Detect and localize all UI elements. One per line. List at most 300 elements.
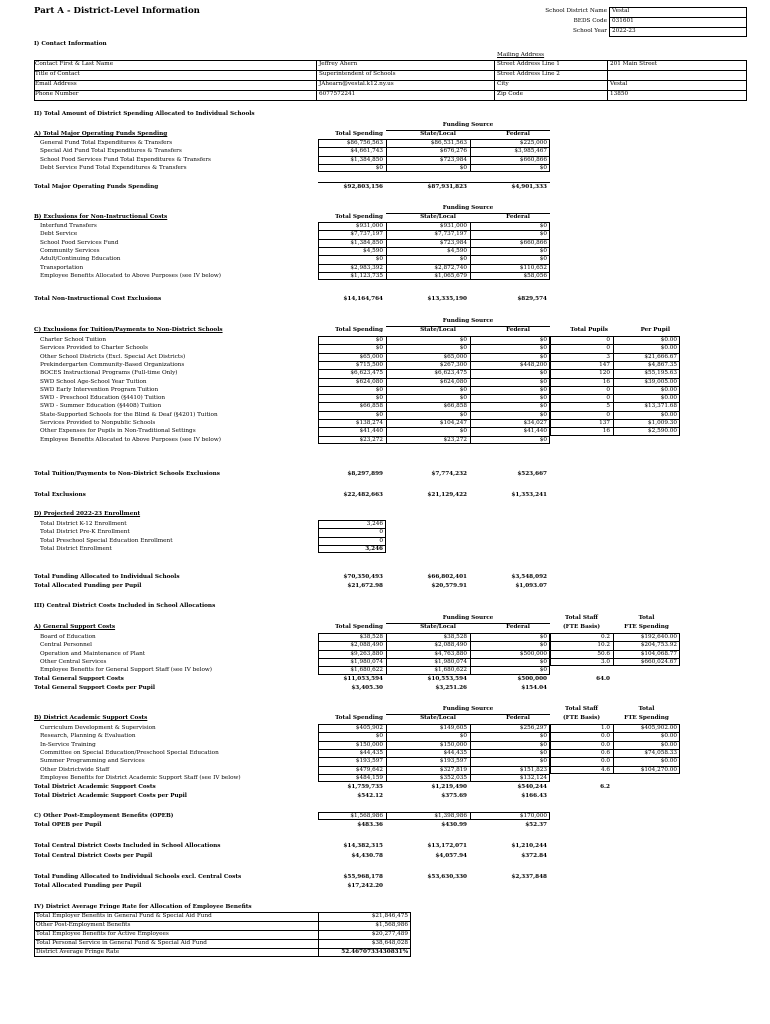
mailing-label: City xyxy=(497,81,509,87)
row-label: Services Provided to Charter Schools xyxy=(40,345,148,352)
row-label: Other Expenses for Pupils in Non-Traditional Settings xyxy=(40,428,196,435)
amount: 0 xyxy=(606,411,610,418)
amount: $2,590.00 xyxy=(648,428,677,435)
total-label: Total Central District Costs per Pupil xyxy=(34,853,153,859)
amount: $1,353,241 xyxy=(511,492,547,498)
amount: $1,123,735 xyxy=(350,272,383,279)
amount: $0 xyxy=(375,256,383,263)
amount: $7,737,197 xyxy=(434,231,467,238)
amount: $0 xyxy=(539,642,547,649)
amount: $0 xyxy=(459,256,467,263)
amount: $104,247 xyxy=(439,420,467,426)
funding-source-label: Funding Source xyxy=(442,615,494,621)
amount: 0.6 xyxy=(600,749,610,756)
col-per-pupil: Per Pupil xyxy=(640,327,670,333)
amount: $204,753.92 xyxy=(640,642,677,649)
total-label: Total District Academic Support Costs per Pupil xyxy=(34,793,187,799)
amount: $0 xyxy=(539,345,547,352)
amount: $21,672.98 xyxy=(347,583,383,589)
contact-value: JAhearn@vestal.k12.ny.us xyxy=(319,81,394,87)
fringe-label: District Average Fringe Rate xyxy=(36,949,120,955)
amount: $405,902 xyxy=(355,725,383,731)
row-label: Other School Districts (Excl. Special Act Districts) xyxy=(40,353,186,360)
rule-line xyxy=(494,60,495,101)
amount: $0 xyxy=(459,164,467,171)
fringe-label: Other Post-Employment Benefits xyxy=(36,922,131,928)
row-label: Charter School Tuition xyxy=(40,337,106,343)
amount: $4,590 xyxy=(447,247,467,254)
amount: $500,000 xyxy=(519,650,547,657)
amount: $86,531,563 xyxy=(430,140,467,146)
amount: $660,866 xyxy=(519,239,547,246)
amount: $479,642 xyxy=(355,766,383,773)
amount: $0.00 xyxy=(660,337,677,343)
amount: $0 xyxy=(375,395,383,402)
amount: $624,080 xyxy=(355,378,383,385)
total-label: Total District Academic Support Costs xyxy=(34,784,156,790)
row-label: School Food Services Fund Total Expenditures & Transfers xyxy=(40,156,211,163)
amount: $0 xyxy=(539,658,547,665)
row-label: Debt Service xyxy=(40,231,78,238)
amount: $13,371.68 xyxy=(644,403,677,410)
amount: $523,667 xyxy=(517,471,547,477)
row-label: Operation and Maintenance of Plant xyxy=(40,650,146,657)
district-name-label: School District Name xyxy=(545,8,607,14)
amount: $0 xyxy=(539,395,547,402)
page-title: Part A - District-Level Information xyxy=(34,6,200,16)
row-label: School Food Services Fund xyxy=(40,239,119,246)
rule-line xyxy=(316,60,317,101)
col-federal: Federal xyxy=(506,624,530,630)
amount: $17,242.20 xyxy=(347,883,383,889)
amount: $23,272 xyxy=(359,436,383,443)
section-ii-heading: II) Total Amount of District Spending Allocated to Individual Schools xyxy=(34,111,255,117)
amount: $3,985,467 xyxy=(514,148,547,155)
row-label: Central Personnel xyxy=(40,642,92,649)
amount: $22,482,663 xyxy=(343,492,383,498)
amount: 0 xyxy=(606,386,610,393)
funding-source-label: Funding Source xyxy=(442,706,494,712)
amount: $4,901,333 xyxy=(511,184,547,190)
amount: 10.2 xyxy=(597,642,610,649)
amount: $1,980,074 xyxy=(350,658,383,665)
fringe-value: 52.4670733430831% xyxy=(341,949,408,955)
col-state-local: State/Local xyxy=(420,715,456,721)
amount: $0.00 xyxy=(660,345,677,352)
amount: $0.00 xyxy=(660,741,677,748)
rule-line xyxy=(607,60,608,101)
amount: $4,590 xyxy=(363,247,383,254)
amount: $74,058.33 xyxy=(644,749,677,756)
amount: $0 xyxy=(459,428,467,435)
amount: $70,350,493 xyxy=(343,574,383,580)
amount: $0 xyxy=(375,733,383,740)
amount: $448,200 xyxy=(519,361,547,368)
amount: $150,000 xyxy=(439,741,467,748)
amount: $0 xyxy=(539,378,547,385)
col-total-spending: Total Spending xyxy=(335,214,383,220)
amount: $1,219,490 xyxy=(431,784,467,790)
mailing-label: Zip Code xyxy=(497,91,524,97)
amount: $0 xyxy=(375,345,383,352)
amount: 3.0 xyxy=(600,658,610,665)
amount: $267,300 xyxy=(439,361,467,368)
amount: 147 xyxy=(599,361,610,368)
row-label: SWD - Summer Education (§4408) Tuition xyxy=(40,403,162,410)
amount: $1,680,622 xyxy=(350,667,383,674)
amount: $6,623,475 xyxy=(434,370,467,377)
amount: $0 xyxy=(459,337,467,343)
amount: $0 xyxy=(539,733,547,740)
amount: $3,548,092 xyxy=(511,574,547,580)
section-heading: B) District Academic Support Costs xyxy=(34,715,148,721)
amount: $151,823 xyxy=(519,766,547,773)
amount: $44,435 xyxy=(443,749,467,756)
col-total-staff: Total Staff xyxy=(565,706,598,712)
mailing-value: Vestal xyxy=(610,81,628,87)
amount: $65,000 xyxy=(359,353,383,360)
amount: $542.12 xyxy=(357,793,383,799)
mailing-label: Street Address Line 2 xyxy=(497,71,560,77)
amount: $2,983,392 xyxy=(350,264,383,271)
amount: $0 xyxy=(375,386,383,393)
col-total-pupils: Total Pupils xyxy=(570,327,608,333)
fringe-value: $1,568,986 xyxy=(375,922,408,928)
row-label: Interfund Transfers xyxy=(40,223,97,229)
enrollment-label: Total Preschool Special Education Enrollment xyxy=(40,537,173,544)
rule-line xyxy=(34,90,747,91)
amount: 16 xyxy=(602,428,610,435)
amount: $0 xyxy=(539,256,547,263)
funding-source-label: Funding Source xyxy=(442,318,494,324)
amount: $0 xyxy=(539,758,547,765)
amount: $0 xyxy=(539,634,547,640)
amount: $23,272 xyxy=(443,436,467,443)
contact-heading: I) Contact Information xyxy=(34,41,107,47)
row-label: Research, Planning & Evaluation xyxy=(40,733,136,740)
amount: $9,263,880 xyxy=(350,650,383,657)
amount: $327,819 xyxy=(439,766,467,773)
amount: 64.0 xyxy=(596,676,610,682)
amount: $352,035 xyxy=(439,774,467,781)
amount: 0.2 xyxy=(600,634,610,640)
total-label: Total Funding Allocated to Individual Schools excl. Central Costs xyxy=(34,874,242,880)
enrollment-value: 0 xyxy=(379,537,383,544)
amount: $86,756,563 xyxy=(346,140,383,146)
row-label: Special Aid Fund Total Expenditures & Transfers xyxy=(40,148,182,155)
district-beds-label: BEDS Code xyxy=(573,18,607,24)
amount: $660,866 xyxy=(519,156,547,163)
enrollment-label: Total District K-12 Enrollment xyxy=(40,521,127,527)
amount: $430.99 xyxy=(441,822,467,828)
enrollment-label: Total District Enrollment xyxy=(40,545,112,552)
section-b-heading: B) Exclusions for Non-Instructional Costs xyxy=(34,214,168,220)
col-federal: Federal xyxy=(506,214,530,220)
amount: $21,129,422 xyxy=(427,492,467,498)
amount: $225,000 xyxy=(519,140,547,146)
row-label: Debt Service Fund Total Expenditures & Transfers xyxy=(40,164,187,171)
amount: $0.00 xyxy=(660,411,677,418)
rule-line xyxy=(318,912,319,957)
amount: $1,568,986 xyxy=(350,813,383,819)
col-fte-basis: (FTE Basis) xyxy=(562,715,601,721)
col-total-spending: Total Spending xyxy=(335,715,383,721)
amount: 6.2 xyxy=(600,784,610,790)
amount: $483.36 xyxy=(357,822,383,828)
row-label: Employee Benefits Allocated to Above Purposes (see IV below) xyxy=(40,436,221,443)
row-label: Employee Benefits for General Support Staff (see IV below) xyxy=(40,667,212,674)
row-label: Employee Benefits Allocated to Above Purposes (see IV below) xyxy=(40,272,221,279)
amount: $540,244 xyxy=(517,784,547,790)
total-label: Total OPEB per Pupil xyxy=(34,822,102,828)
amount: $21,666.67 xyxy=(644,353,677,360)
amount: 137 xyxy=(599,420,610,426)
total-label: Total General Support Costs xyxy=(34,676,124,682)
contact-value: Superintendent of Schools xyxy=(319,71,396,77)
row-label: General Fund Total Expenditures & Transfers xyxy=(40,140,173,146)
contact-label: Phone Number xyxy=(35,91,79,97)
amount: $14,164,764 xyxy=(343,296,383,302)
col-fte-spending: FTE Spending xyxy=(624,624,669,630)
amount: $192,640.00 xyxy=(640,634,677,640)
amount: $44,435 xyxy=(359,749,383,756)
col-total-spending: Total Spending xyxy=(335,327,383,333)
amount: $193,597 xyxy=(355,758,383,765)
amount: $0 xyxy=(539,436,547,443)
amount: $55,195.63 xyxy=(644,370,677,377)
amount: $2,872,740 xyxy=(434,264,467,271)
fringe-label: Total Employer Benefits in General Fund & Special Aid Fund xyxy=(36,913,212,919)
amount: $38,528 xyxy=(359,634,383,640)
amount: $0 xyxy=(539,411,547,418)
amount: $6,623,475 xyxy=(350,370,383,377)
mailing-label: Street Address Line 1 xyxy=(497,61,560,67)
fringe-value: $20,277,489 xyxy=(371,931,408,937)
amount: $104,068.77 xyxy=(640,650,677,657)
rule-line xyxy=(609,7,610,37)
amount: $138,274 xyxy=(355,420,383,426)
amount: $38,528 xyxy=(443,634,467,640)
amount: 16 xyxy=(602,378,610,385)
total-label: Total Central District Costs Included in School Allocations xyxy=(34,843,221,849)
col-state-local: State/Local xyxy=(420,624,456,630)
amount: $1,384,850 xyxy=(350,156,383,163)
fringe-value: $38,648,028 xyxy=(371,940,408,946)
amount: $3,251.26 xyxy=(435,685,467,691)
enrollment-value: 3,246 xyxy=(365,545,383,552)
amount: $0 xyxy=(539,353,547,360)
amount: $0 xyxy=(539,370,547,377)
contact-label: Title of Contact xyxy=(35,71,80,77)
row-label: State-Supported Schools for the Blind & Deaf (§4201) Tuition xyxy=(40,411,218,418)
section-c-heading: C) Exclusions for Tuition/Payments to Non-District Schools xyxy=(34,327,223,333)
amount: $7,737,197 xyxy=(350,231,383,238)
col-total-spending: Total Spending xyxy=(335,131,383,137)
col-total-staff: Total Staff xyxy=(565,615,598,621)
col-state-local: State/Local xyxy=(420,131,456,137)
total-exclusions-label: Total Exclusions xyxy=(34,492,86,498)
section-iv-heading: IV) District Average Fringe Rate for Allocation of Employee Benefits xyxy=(34,904,252,910)
amount: $0 xyxy=(459,733,467,740)
col-federal: Federal xyxy=(506,715,530,721)
col-fte-basis: (FTE Basis) xyxy=(562,624,601,630)
amount: $55,968,178 xyxy=(343,874,383,880)
amount: $715,500 xyxy=(355,361,383,368)
amount: $0.00 xyxy=(660,733,677,740)
row-label: SWD - Preschool Education (§4410) Tuition xyxy=(40,395,166,402)
section-a-heading: A) Total Major Operating Funds Spending xyxy=(34,131,168,137)
amount: $2,088,490 xyxy=(434,642,467,649)
row-label: Other Districtwide Staff xyxy=(40,766,110,773)
row-label: BOCES Instructional Programs (Full-time Only) xyxy=(40,370,178,377)
amount: $13,335,190 xyxy=(427,296,467,302)
amount: $1,384,850 xyxy=(350,239,383,246)
mailing-value: 201 Main Street xyxy=(610,61,658,67)
amount: $624,080 xyxy=(439,378,467,385)
amount: $660,024.67 xyxy=(640,658,677,665)
row-label: SWD Early Intervention Program Tuition xyxy=(40,386,159,393)
mailing-address-label: Mailing Address xyxy=(497,52,545,58)
col-total-fte: Total xyxy=(638,615,655,621)
amount: $0 xyxy=(539,667,547,674)
section-heading: A) General Support Costs xyxy=(34,624,116,630)
row-label: Summer Programming and Services xyxy=(40,758,145,765)
contact-value: Jeffrey Ahern xyxy=(319,61,358,67)
amount: $4,763,880 xyxy=(434,650,467,657)
amount: $0 xyxy=(459,411,467,418)
funding-source-label: Funding Source xyxy=(442,205,494,211)
amount: $829,574 xyxy=(517,296,547,302)
amount: $4,661,743 xyxy=(350,148,383,155)
amount: $0.00 xyxy=(660,386,677,393)
amount: $0 xyxy=(375,164,383,171)
amount: $1,210,244 xyxy=(511,843,547,849)
amount: $7,774,232 xyxy=(431,471,467,477)
amount: $193,597 xyxy=(439,758,467,765)
fringe-label: Total Employee Benefits for Active Employees xyxy=(36,931,169,937)
amount: $66,858 xyxy=(359,403,383,410)
amount: $150,000 xyxy=(355,741,383,748)
district-beds-value: 031601 xyxy=(612,18,634,24)
amount: $0 xyxy=(539,741,547,748)
col-federal: Federal xyxy=(506,131,530,137)
amount: $676,276 xyxy=(439,148,467,155)
amount: $1,680,622 xyxy=(434,667,467,674)
amount: $66,802,401 xyxy=(427,574,467,580)
amount: $132,124 xyxy=(519,774,547,781)
amount: $0 xyxy=(459,345,467,352)
amount: $11,053,594 xyxy=(343,676,383,682)
amount: $20,579.91 xyxy=(431,583,467,589)
amount: $0.00 xyxy=(660,758,677,765)
fringe-label: Total Personal Service in General Fund & Special Aid Fund xyxy=(36,940,207,946)
amount: $1,759,735 xyxy=(347,784,383,790)
amount: $166.43 xyxy=(521,793,547,799)
amount: $154.04 xyxy=(521,685,547,691)
total-label: Total Major Operating Funds Spending xyxy=(34,184,159,190)
amount: $2,088,490 xyxy=(350,642,383,649)
amount: $66,858 xyxy=(443,403,467,410)
amount: 120 xyxy=(599,370,610,377)
enrollment-value: 0 xyxy=(379,529,383,536)
row-label: Other Central Services xyxy=(40,658,107,665)
row-label: Curriculum Development & Supervision xyxy=(40,725,156,731)
amount: $13,172,071 xyxy=(427,843,467,849)
amount: $0 xyxy=(375,411,383,418)
amount: $931,000 xyxy=(439,223,467,229)
amount: $256,297 xyxy=(519,725,547,731)
row-label: Board of Education xyxy=(40,634,96,640)
amount: 0 xyxy=(606,395,610,402)
amount: $723,984 xyxy=(439,156,467,163)
contact-label: Email Address xyxy=(35,81,77,87)
amount: $2,337,848 xyxy=(511,874,547,880)
amount: $92,803,156 xyxy=(343,184,383,190)
amount: $0 xyxy=(539,749,547,756)
row-label: Committee on Special Education/Preschool Special Education xyxy=(40,749,219,756)
amount: $0 xyxy=(539,337,547,343)
amount: $170,000 xyxy=(519,813,547,819)
total-label: Total General Support Costs per Pupil xyxy=(34,685,156,691)
amount: $4,057.94 xyxy=(435,853,467,859)
amount: $39,005.00 xyxy=(644,378,677,385)
amount: $723,984 xyxy=(439,239,467,246)
mailing-value: 13850 xyxy=(610,91,629,97)
total-label: Total Funding Allocated to Individual Schools xyxy=(34,574,180,580)
amount: $0.00 xyxy=(660,395,677,402)
district-year-label: School Year xyxy=(573,28,607,34)
col-state-local: State/Local xyxy=(420,327,456,333)
row-label: SWD School Age-School Year Tuition xyxy=(40,378,147,385)
amount: $149,605 xyxy=(439,725,467,731)
amount: $8,297,899 xyxy=(347,471,383,477)
amount: $4,867.35 xyxy=(648,361,677,368)
contact-value: 6077572241 xyxy=(319,91,356,97)
amount: $3,405.30 xyxy=(351,685,383,691)
row-label: Community Services xyxy=(40,247,100,254)
col-federal: Federal xyxy=(506,327,530,333)
row-label: Transportation xyxy=(40,264,84,271)
amount: $375.69 xyxy=(441,793,467,799)
amount: $41,440 xyxy=(359,428,383,435)
amount: 0.0 xyxy=(600,733,610,740)
amount: $405,902.00 xyxy=(640,725,677,731)
amount: 0.0 xyxy=(600,741,610,748)
amount: 5 xyxy=(606,403,610,410)
amount: $0 xyxy=(539,164,547,171)
amount: $0 xyxy=(459,386,467,393)
total-label: Total Allocated Funding per Pupil xyxy=(34,883,142,889)
amount: $4,430.78 xyxy=(351,853,383,859)
amount: $0 xyxy=(539,223,547,229)
row-label: Services Provided to Nonpublic Schools xyxy=(40,420,156,426)
row-label: Employee Benefits for District Academic Support Staff (see IV below) xyxy=(40,774,241,781)
amount: $0 xyxy=(459,395,467,402)
amount: 4.6 xyxy=(600,766,610,773)
row-label: Prekindergarten Community-Based Organizations xyxy=(40,361,185,368)
row-label: In-Service Training xyxy=(40,741,96,748)
district-year-value: 2022-23 xyxy=(612,28,636,34)
amount: $14,382,315 xyxy=(343,843,383,849)
amount: $500,000 xyxy=(517,676,547,682)
amount: $10,553,594 xyxy=(427,676,467,682)
amount: $1,980,074 xyxy=(434,658,467,665)
section-iii-heading: III) Central District Costs Included in School Allocations xyxy=(34,603,216,609)
amount: $65,000 xyxy=(443,353,467,360)
amount: 0 xyxy=(606,345,610,352)
amount: $0 xyxy=(539,247,547,254)
amount: $87,931,823 xyxy=(427,184,467,190)
